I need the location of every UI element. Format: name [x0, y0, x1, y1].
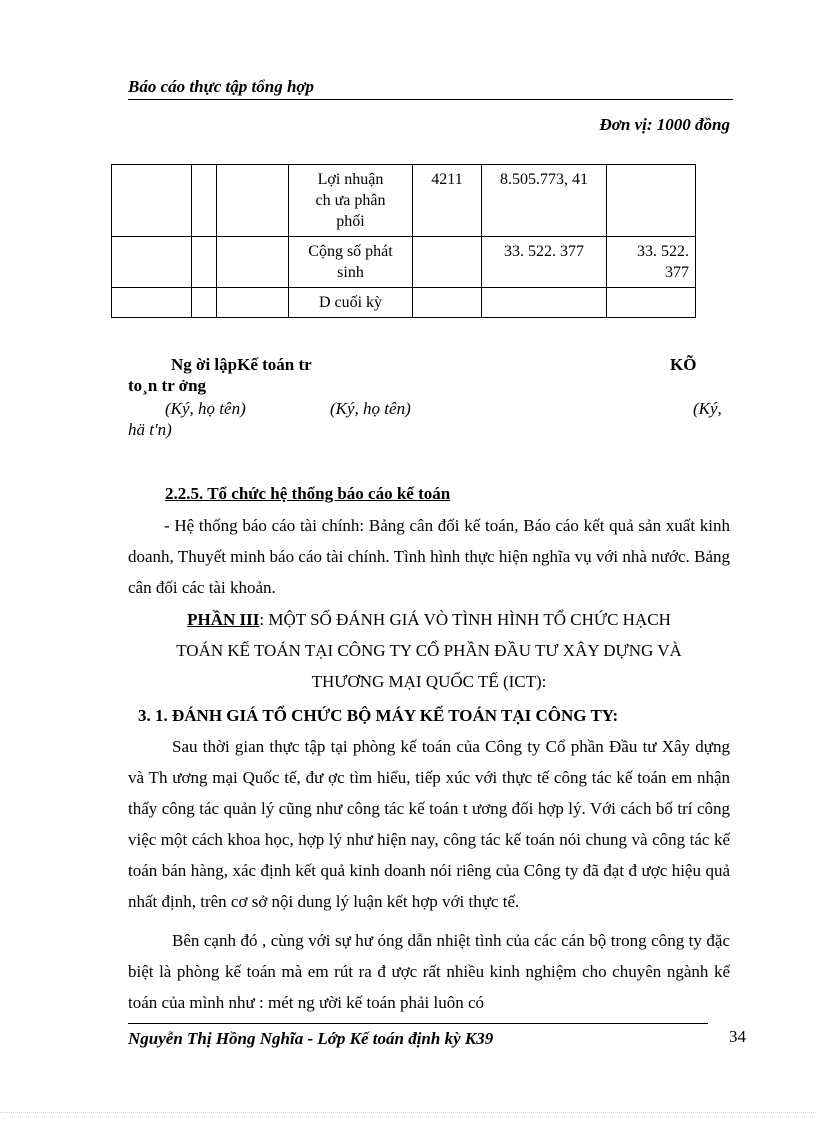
- table-cell-c7: [607, 288, 696, 318]
- table-cell-c5: [413, 237, 482, 288]
- table-cell-c1: [112, 165, 192, 237]
- signature-role-right: KÕ: [670, 355, 697, 374]
- table-cell-line: ch ưa phân: [315, 192, 386, 209]
- running-header-title: Báo cáo thực tập tổng hợp: [128, 77, 315, 96]
- table-cell-c3: [217, 237, 289, 288]
- table-cell-c2: [192, 237, 217, 288]
- table-cell-line: phối: [336, 213, 365, 230]
- page-number: 34: [729, 1027, 746, 1046]
- table-cell-line: sinh: [337, 264, 364, 281]
- table-row: [112, 165, 696, 237]
- table-cell-c7: [607, 165, 696, 237]
- signature-note-accountant: (Ký, họ tên): [330, 399, 411, 418]
- section-3-1-paragraph-1: Sau thời gian thực tập tại phòng kế toán của Công ty Cổ phần Đầu tư Xây dựng và Th ương mại Quốc tế, đư ợc tìm hiểu, tiếp xúc với thực tế công tác kế toán em nhận thấy công tác quản lý cũng như công tác kế toán t ương đối hợp lý. Với cách bố trí công việc một cách khoa học, hợp lý như hiện nay, công tác kế toán nói chung và công tác kế toán bán hàng, xác định kết quả kinh doanh nói riêng của Công ty đã đạt đ ược hiệu quả nhất định, trên cơ sở nội dung lý luận kết hợp với thực tế.: [128, 737, 730, 911]
- footer-rule: [128, 1023, 708, 1024]
- part-three-title-line1: : MỘT SỐ ĐÁNH GIÁ VÒ TÌNH HÌNH TỔ CHỨC HẠCH: [259, 610, 671, 629]
- signature-note-preparer: (Ký, họ tên): [165, 399, 246, 418]
- signature-note-director-continued: hä t'n): [128, 420, 172, 439]
- table-cell-line: Cộng số phát: [308, 243, 393, 260]
- table-cell-c1: [112, 288, 192, 318]
- table-cell-c7: [607, 237, 696, 288]
- table-cell-c3: [217, 165, 289, 237]
- table-cell-c1: [112, 237, 192, 288]
- table-cell-line: Lợi nhuận: [317, 171, 384, 188]
- table-cell-c6: [482, 165, 607, 237]
- signature-roles-left: Ng ời lậpKế toán tr: [171, 355, 312, 374]
- table-cell-c4: [289, 288, 413, 318]
- table-cell-line: 377: [665, 264, 689, 281]
- table-cell-c6: [482, 288, 607, 318]
- table-cell-c5: 4211: [413, 165, 482, 237]
- table-cell-c3: [217, 288, 289, 318]
- table-row: [112, 288, 696, 318]
- section-heading-3-1: 3. 1. ĐÁNH GIÁ TỔ CHỨC BỘ MÁY KẾ TOÁN TẠI CÔNG TY:: [138, 706, 619, 725]
- table-cell-c6: [482, 237, 607, 288]
- table-cell-c4: [289, 237, 413, 288]
- section-3-1-paragraph-2: Bên cạnh đó , cùng với sự hư óng dẫn nhiệt tình của các cán bộ trong công ty đặc biệt là phòng kế toán mà em rút ra đ ược rất nhiều kinh nghiệm cho chuyên ngành kế toán của mình như : mét ng ười kế toán phải luôn có: [128, 931, 730, 1012]
- signature-note-director: (Ký,: [693, 399, 722, 418]
- section-heading-2-2-5: 2.2.5. Tổ chức hệ thống báo cáo kế toán: [165, 484, 451, 503]
- table-cell-line: 33. 522. 377: [504, 243, 584, 260]
- part-three-title-line2: TOÁN KẾ TOÁN TẠI CÔNG TY CỔ PHẦN ĐẦU TƯ XÂY DỰNG VÀ: [176, 641, 682, 660]
- section-2-2-5-paragraph: - Hệ thống báo cáo tài chính: Bảng cân đối kế toán, Báo cáo kết quả sản xuất kinh doanh, Thuyết minh báo cáo tài chính. Tình hình thực hiện nghĩa vụ với nhà nước. Bảng cân đối các tài khoản.: [128, 516, 730, 597]
- part-three-label: PHẦN III: [187, 610, 260, 629]
- footer-author: Nguyễn Thị Hồng Nghĩa - Lớp Kế toán định kỳ K39: [128, 1029, 494, 1048]
- table-cell-line: 8.505.773, 41: [500, 171, 588, 188]
- table-cell-c4: [289, 165, 413, 237]
- table-cell-c5: [413, 288, 482, 318]
- table-row: [112, 237, 696, 288]
- table-cell-line: D cuối kỳ: [318, 294, 383, 311]
- ledger-table: [111, 164, 696, 318]
- part-three-title-line3: THƯƠNG MẠI QUỐC TẾ (ICT):: [311, 672, 547, 691]
- currency-unit-note: Đơn vị: 1000 đồng: [599, 115, 730, 134]
- table-cell-c2: [192, 165, 217, 237]
- header-rule: [128, 99, 733, 100]
- table-cell-line: 33. 522.: [637, 243, 689, 260]
- signature-role-continued: to¸n tr ởng: [128, 376, 207, 395]
- table-cell-c2: [192, 288, 217, 318]
- scan-edge-line: [0, 1112, 816, 1113]
- part-three-title: [128, 604, 730, 635]
